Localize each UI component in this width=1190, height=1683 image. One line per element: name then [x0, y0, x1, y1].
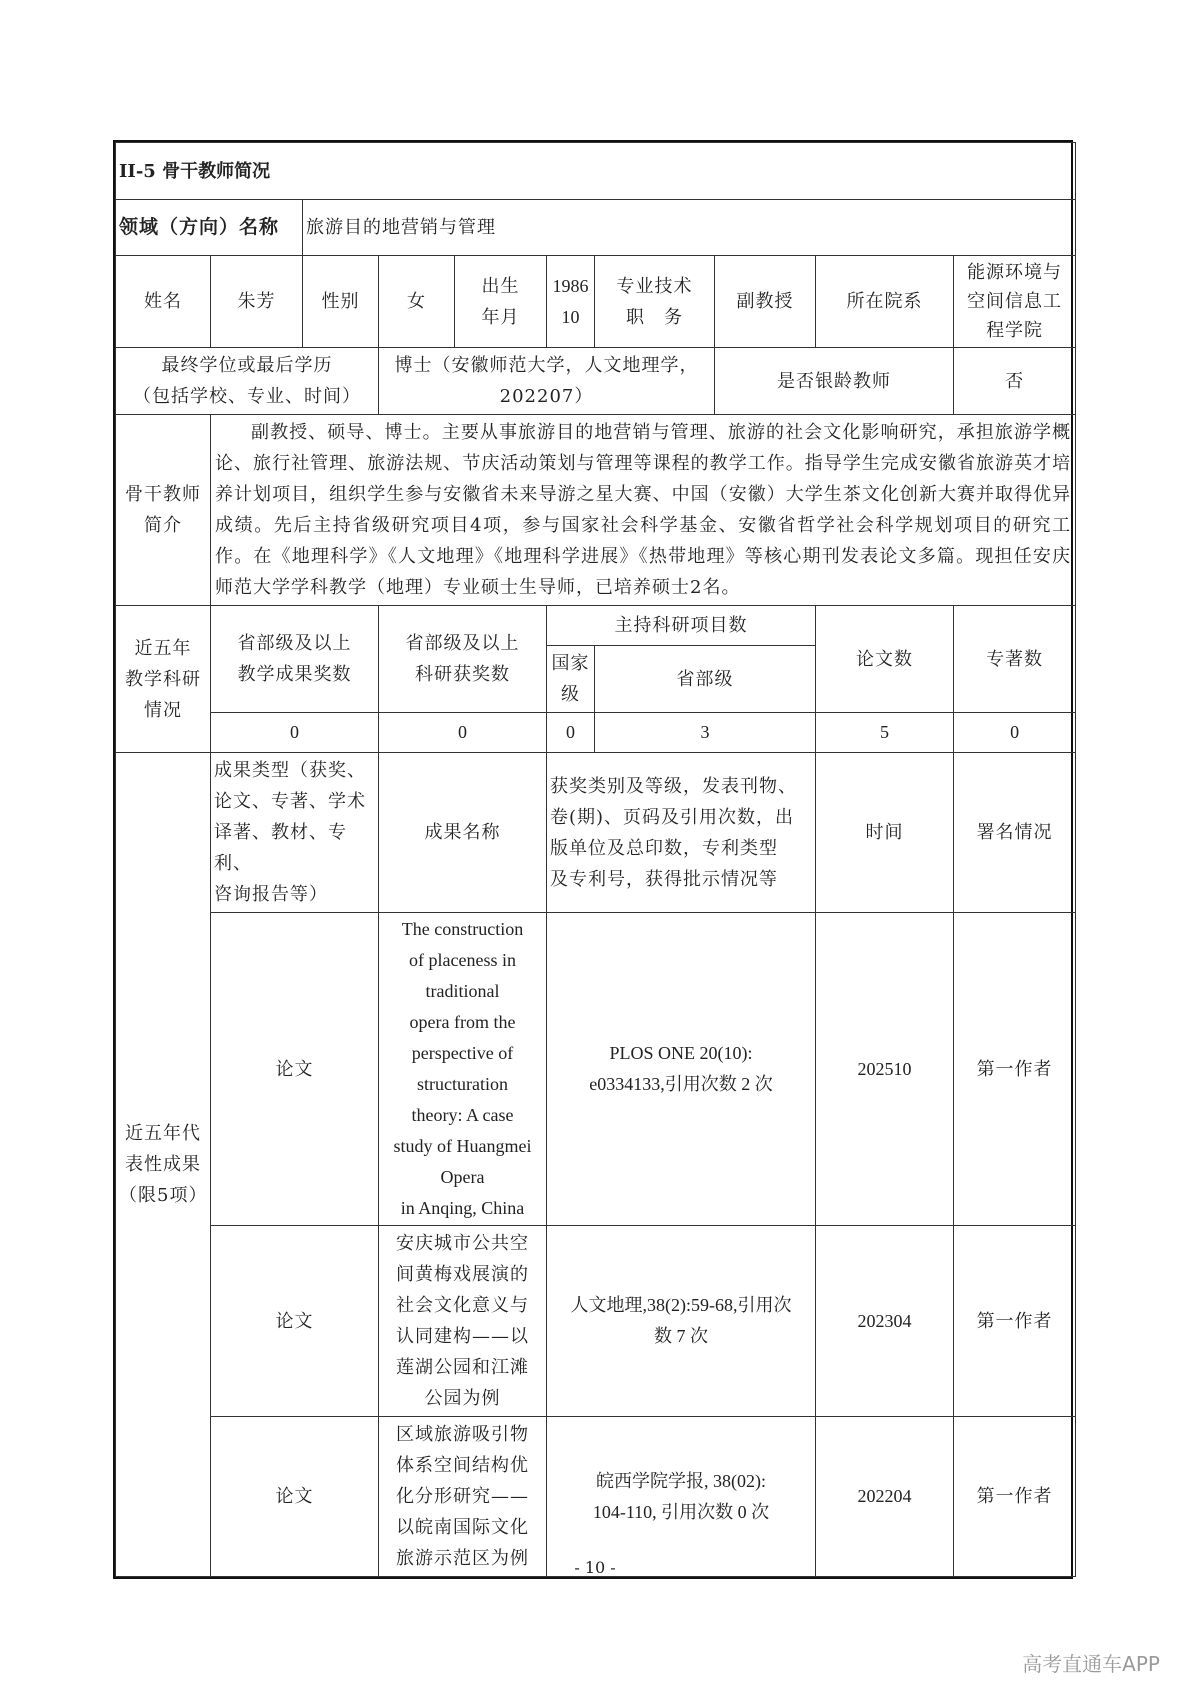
achievement-detail: 皖西学院学报, 38(02): 104-110, 引用次数 0 次 [547, 1417, 816, 1577]
name-value: 朱芳 [211, 256, 303, 348]
teaching-award-label: 省部级及以上 教学成果奖数 [211, 606, 379, 713]
gender-value: 女 [379, 256, 455, 348]
books-label: 专著数 [954, 606, 1076, 713]
basic-info-row [116, 256, 1076, 348]
achievement-author: 第一作者 [954, 913, 1076, 1226]
silver-teacher-label: 是否银龄教师 [715, 348, 954, 415]
stats-label: 近五年 教学科研 情况 [116, 606, 211, 753]
books-value: 0 [954, 713, 1076, 753]
degree-label: 最终学位或最后学历 （包括学校、专业、时间） [116, 348, 379, 415]
page-number: - 10 - [574, 1558, 616, 1577]
birth-label: 出生 年月 [455, 256, 547, 348]
achievement-row [116, 1417, 1076, 1577]
achievement-time: 202304 [816, 1226, 954, 1417]
national-value: 0 [547, 713, 595, 753]
birth-value: 1986 10 [547, 256, 595, 348]
degree-row [116, 348, 1076, 415]
achievements-header-row [116, 753, 1076, 913]
bio-label: 骨干教师 简介 [116, 415, 211, 606]
watermark-text: 高考直通车APP [1022, 1652, 1160, 1676]
achievements-label: 近五年代 表性成果 （限5项） [116, 753, 211, 1577]
achievement-row [116, 913, 1076, 1226]
achievement-type: 论文 [211, 1417, 379, 1577]
name-label: 姓名 [116, 256, 211, 348]
teaching-award-value: 0 [211, 713, 379, 753]
research-award-value: 0 [379, 713, 547, 753]
research-award-label: 省部级及以上 科研获奖数 [379, 606, 547, 713]
field-label: 领域（方向）名称 [116, 200, 303, 256]
achievement-author: 第一作者 [954, 1226, 1076, 1417]
achievement-name: 区域旅游吸引物 体系空间结构优 化分形研究—— 以皖南国际文化 旅游示范区为例 [379, 1417, 547, 1577]
national-label: 国家级 [547, 646, 595, 713]
field-row [116, 200, 1076, 256]
col-detail-header: 获奖类别及等级，发表刊物、 卷(期)、页码及引用次数，出 版单位及总印数，专利类型 及专利号，获得批示情况等 [547, 753, 816, 913]
col-author-header: 署名情况 [954, 753, 1076, 913]
achievement-row [116, 1226, 1076, 1417]
achievement-time: 202204 [816, 1417, 954, 1577]
achievement-time: 202510 [816, 913, 954, 1226]
achievement-detail: PLOS ONE 20(10): e0334133,引用次数 2 次 [547, 913, 816, 1226]
silver-teacher-value: 否 [954, 348, 1076, 415]
dept-label: 所在院系 [816, 256, 954, 348]
papers-label: 论文数 [816, 606, 954, 713]
provincial-label: 省部级 [595, 646, 816, 713]
col-time-header: 时间 [816, 753, 954, 913]
gender-label: 性别 [303, 256, 379, 348]
projects-label: 主持科研项目数 [547, 606, 816, 646]
title-value: 副教授 [715, 256, 816, 348]
section-title: II-5 骨干教师简况 [116, 143, 1076, 200]
achievement-type: 论文 [211, 913, 379, 1226]
teacher-profile-form [113, 140, 1073, 1579]
achievement-author: 第一作者 [954, 1417, 1076, 1577]
stats-header-row [116, 606, 1076, 646]
provincial-value: 3 [595, 713, 816, 753]
degree-value: 博士（安徽师范大学，人文地理学， 202207） [379, 348, 715, 415]
dept-value: 能源环境与 空间信息工 程学院 [954, 256, 1076, 348]
achievement-name: The construction of placeness in traditional opera from the perspective of structuration theory: A case study of Huangmei Opera in Anqing, China [379, 913, 547, 1226]
col-type-header: 成果类型（获奖、 论文、专著、学术 译著、教材、专利、 咨询报告等） [211, 753, 379, 913]
achievement-name: 安庆城市公共空 间黄梅戏展演的 社会文化意义与 认同建构——以 莲湖公园和江滩 公园为例 [379, 1226, 547, 1417]
papers-value: 5 [816, 713, 954, 753]
field-value: 旅游目的地营销与管理 [303, 200, 1076, 256]
stats-values-row [116, 713, 1076, 753]
bio-text: 副教授、硕导、博士。主要从事旅游目的地营销与管理、旅游的社会文化影响研究，承担旅游学概论、旅行社管理、旅游法规、节庆活动策划与管理等课程的教学工作。指导学生完成安徽省旅游英才培养计划项目，组织学生参与安徽省未来导游之星大赛、中国（安徽）大学生茶文化创新大赛并取得优异成绩。先后主持省级研究项目4项，参与国家社会科学基金、安徽省哲学社会科学规划项目的研究工作。在《地理科学》《人文地理》《地理科学进展》《热带地理》等核心期刊发表论文多篇。现担任安庆师范大学学科教学（地理）专业硕士生导师，已培养硕士2名。 [211, 415, 1076, 606]
section-header-row [116, 143, 1076, 200]
col-name-header: 成果名称 [379, 753, 547, 913]
bio-row [116, 415, 1076, 606]
achievement-type: 论文 [211, 1226, 379, 1417]
achievement-detail: 人文地理,38(2):59-68,引用次 数 7 次 [547, 1226, 816, 1417]
title-label: 专业技术 职 务 [595, 256, 715, 348]
profile-table [115, 142, 1076, 1577]
